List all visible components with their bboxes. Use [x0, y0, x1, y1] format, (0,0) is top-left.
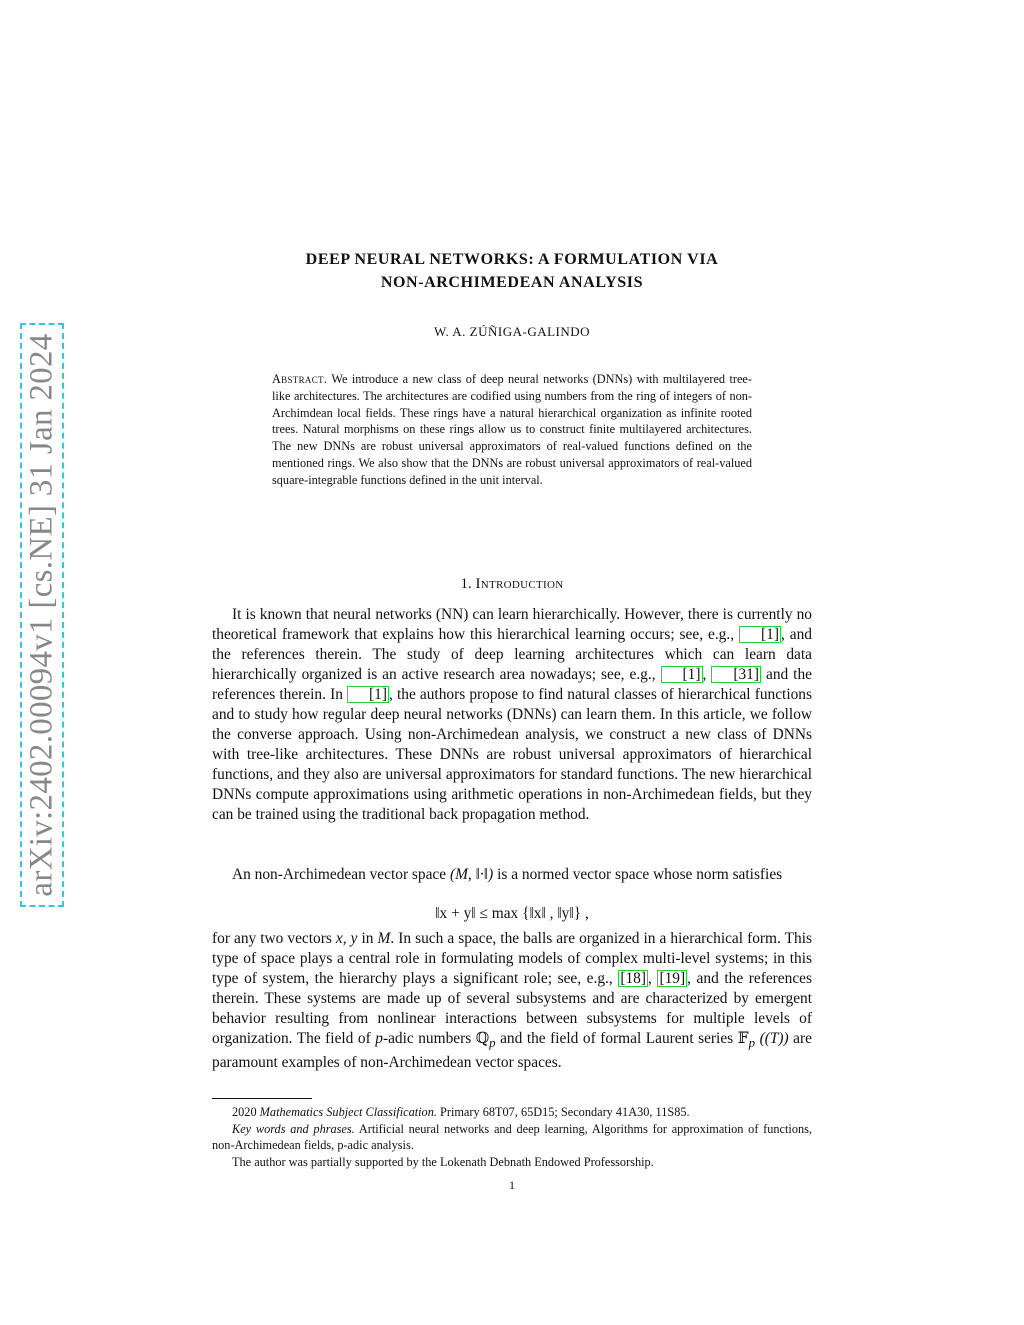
arxiv-identifier-stamp[interactable]	[20, 323, 64, 907]
math-symbol: ℚ	[475, 1030, 490, 1047]
text-run: It is known that neural networks (NN) can learn hierarchically. However, there is currently no theoretical framework that explains how this hierarchical learning occurs; see, e.g.,	[212, 606, 812, 643]
text-run: , the authors propose to find natural classes of hierarchical functions and to study how regular deep neural networks (DNNs) can learn them. In this article, we follow the converse approach. Using non-Archimedean analysis, we construct a new class of DNNs with tree-like architectures. These DNNs are robust universal approximators of hierarchical functions, and they also are universal approximators for standard functions. The new hierarchical DNNs compute approximations using arithmetic operations in non-Archimedean fields, but they can be trained using the traditional back propagation method.	[212, 686, 812, 823]
math-symbol: ((T))	[759, 1030, 789, 1047]
math-symbol: 𝔽	[737, 1030, 749, 1047]
citation-link[interactable]: [19]	[659, 970, 686, 987]
text-run: ,	[702, 666, 707, 683]
math-inline: (M, ‖·‖)	[449, 866, 494, 883]
math-subscript: p	[489, 1036, 496, 1051]
arxiv-identifier-text: arXiv:2402.00094v1 [cs.NE] 31 Jan 2024	[23, 333, 60, 897]
section-heading	[212, 576, 812, 593]
footnote-rule	[212, 1098, 312, 1099]
intro-paragraph-1	[212, 605, 812, 825]
section-title: Introduction	[475, 576, 564, 592]
page-number: 1	[509, 1178, 515, 1192]
text-run: in	[361, 930, 374, 947]
text-run: ,	[648, 970, 652, 987]
text-run: . In such a space, the balls are organized in a hierarchical form. This type of space plays a central role in formulating models of complex multi-level systems; in this type of system, the hierarchy plays a significant role; see, e.g.,	[212, 930, 812, 987]
intro-paragraph-2	[212, 865, 812, 885]
text-run: and the references therein. In	[212, 666, 812, 703]
text-run: Artificial neural networks and deep learning, Algorithms for approximation of functions, non-Archimedean fields, p-adic analysis.	[212, 1121, 812, 1152]
author-name: W. A. ZÚÑIGA-GALINDO	[433, 324, 591, 339]
paper-title	[212, 248, 812, 294]
footnote-msc	[212, 1104, 812, 1121]
citation-link[interactable]: [31]	[711, 666, 761, 683]
abstract-text: We introduce a new class of deep neural networks (DNNs) with multilayered tree-like architectures. The architectures are codified using numbers from the ring of integers of non-Archimdean local fields. These rings have a natural hierarchical organization as infinite rooted trees. Natural morphisms on these rings allow us to construct finite multilayered architectures. The new DNNs are robust universal approximators of real-valued functions defined on the mentioned rings. We also show that the DNNs are robust universal approximators of real-valued square-integrable functions defined in the unit interval.	[272, 372, 752, 487]
citation-link[interactable]: [18]	[620, 970, 647, 987]
title-line-1: DEEP NEURAL NETWORKS: A FORMULATION VIA	[305, 251, 719, 268]
text-run: is a normed vector space whose norm satisfies	[497, 866, 783, 883]
text-run: are paramount examples of non-Archimedean vector spaces.	[212, 1030, 812, 1072]
footnote-label: Key words and phrases.	[232, 1121, 355, 1136]
math-inline: x, y	[335, 930, 358, 947]
text-run: Primary 68T07, 65D15; Secondary 41A30, 11S85.	[440, 1105, 690, 1119]
citation-link[interactable]: [1]	[661, 666, 703, 683]
abstract-label: Abstract.	[272, 372, 328, 386]
text-run: , and the references therein. The study of deep learning architectures which can learn data hierarchically organized is an active research area nowadays; see, e.g.,	[212, 626, 812, 683]
footnote-label: Mathematics Subject Classification.	[259, 1105, 437, 1119]
footnote-keywords	[212, 1121, 812, 1154]
math-inline: p	[375, 1030, 383, 1047]
citation-link[interactable]: [1]	[739, 626, 781, 643]
text-run: , and the references therein. These systems are made up of several subsystems and are characterized by emergent behavior resulting from nonlinear interactions between subsystems for multiple levels of organization. The field of	[212, 970, 812, 1047]
display-equation: ‖x + y‖ ≤ max {‖x‖ , ‖y‖} ,	[435, 905, 589, 922]
footnote-support: The author was partially supported by the Lokenath Debnath Endowed Professorship.	[232, 1154, 654, 1169]
section-number: 1.	[460, 576, 472, 592]
text-run: and the field of formal Laurent series	[500, 1030, 734, 1047]
abstract	[272, 371, 752, 489]
math-inline	[737, 1030, 789, 1051]
math-subscript: p	[748, 1036, 756, 1051]
footnotes	[212, 1104, 812, 1170]
math-inline: M	[377, 930, 391, 947]
text-run: 2020	[232, 1105, 257, 1119]
title-line-2: NON-ARCHIMEDEAN ANALYSIS	[380, 274, 644, 291]
intro-paragraph-3	[212, 929, 812, 1073]
text-run: for any two vectors	[212, 930, 332, 947]
citation-link[interactable]: [1]	[347, 686, 389, 703]
text-run: An non-Archimedean vector space	[232, 866, 447, 883]
math-inline	[475, 1030, 496, 1051]
text-run: -adic numbers	[382, 1030, 472, 1047]
